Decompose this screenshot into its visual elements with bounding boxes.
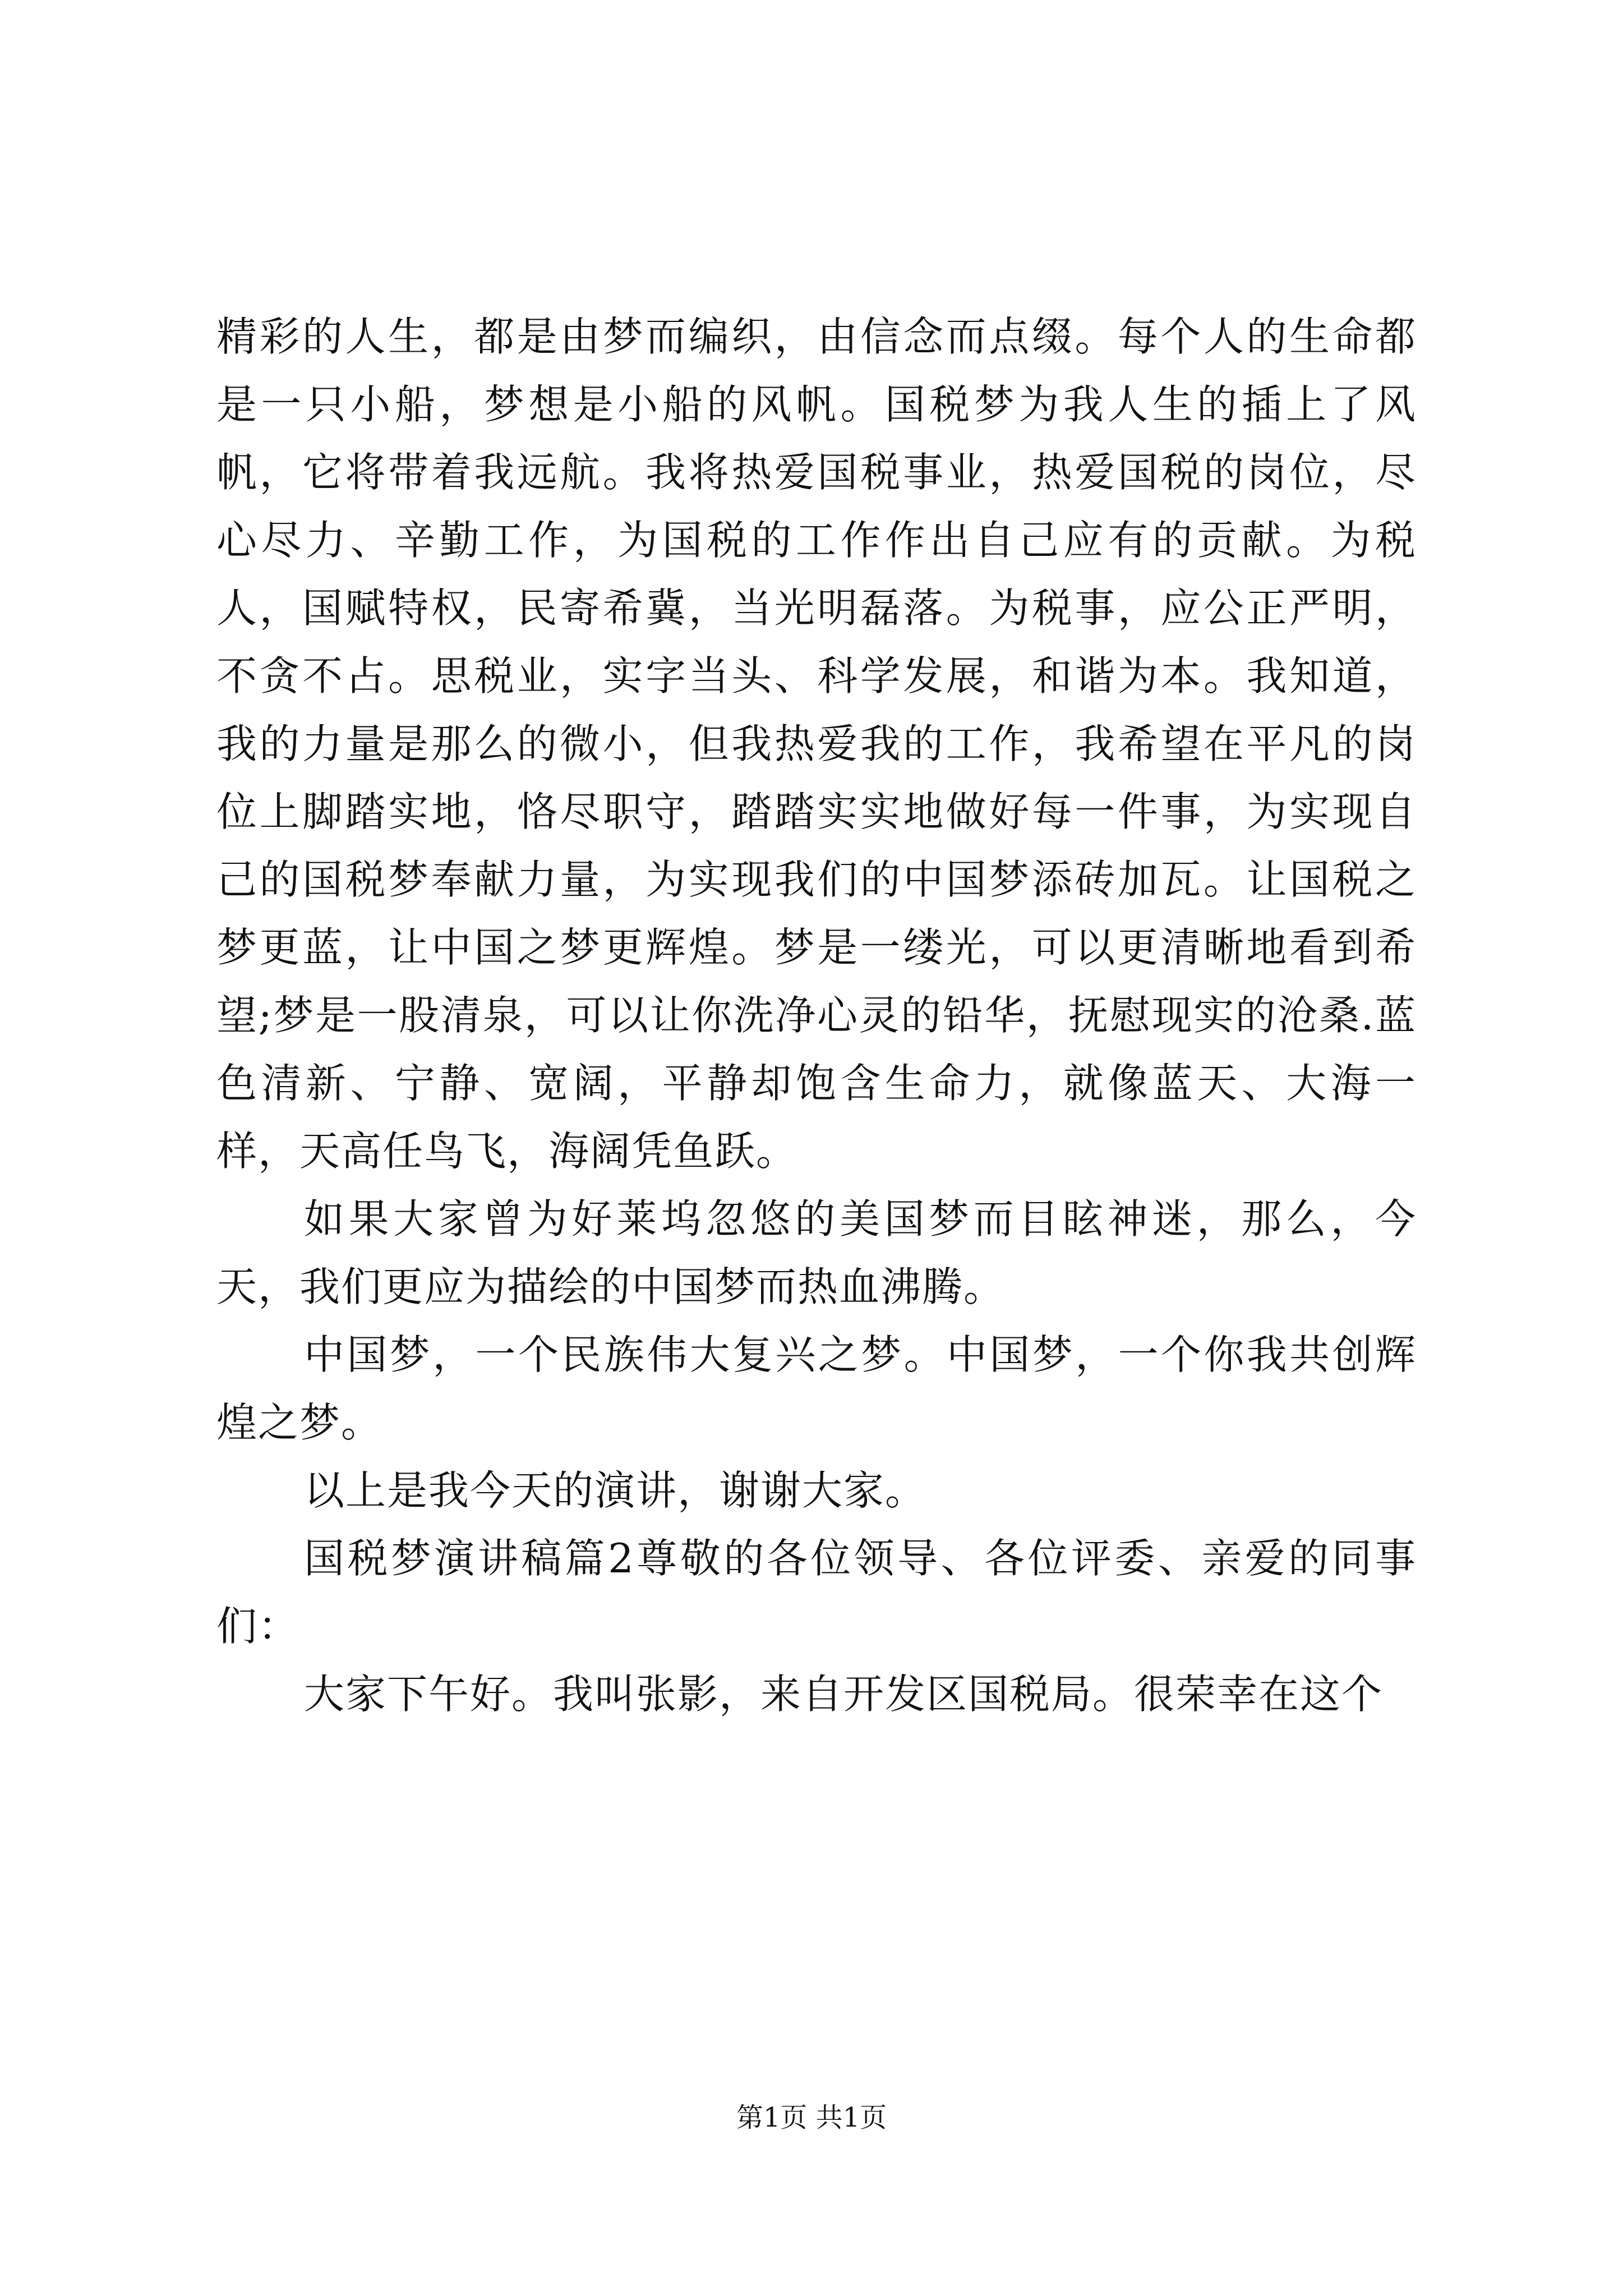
paragraph-2: 如果大家曾为好莱坞忽悠的美国梦而目眩神迷，那么，今天，我们更应为描绘的中国梦而热血沸腾。 [216,1195,1417,1310]
page-footer: 第1页 共1页 [736,2102,887,2133]
document-body [216,303,1417,1728]
paragraph-1: 精彩的人生，都是由梦而编织，由信念而点缀。每个人的生命都是一只小船，梦想是小船的风帆。国税梦为我人生的插上了风帆，它将带着我远航。我将热爱国税事业，热爱国税的岗位，尽心尽力、辛勤工作，为国税的工作作出自己应有的贡献。为税人，国赋特权，民寄希冀，当光明磊落。为税事，应公正严明，不贪不占。思税业，实字当头、科学发展，和谐为本。我知道，我的力量是那么的微小，但我热爱我的工作，我希望在平凡的岗位上脚踏实地，恪尽职守，踏踏实实地做好每一件事，为实现自己的国税梦奉献力量，为实现我们的中国梦添砖加瓦。让国税之梦更蓝，让中国之梦更辉煌。梦是一缕光，可以更清晰地看到希望;梦是一股清泉，可以让你洗净心灵的铅华，抚慰现实的沧桑.蓝色清新、宁静、宽阔，平静却饱含生命力，就像蓝天、大海一样，天高任鸟飞，海阔凭鱼跃。 [216,313,1417,1175]
paragraph-4: 以上是我今天的演讲，谢谢大家。 [304,1467,927,1514]
paragraph-3: 中国梦，一个民族伟大复兴之梦。中国梦，一个你我共创辉煌之梦。 [216,1331,1417,1446]
paragraph-5: 国税梦演讲稿篇2尊敬的各位领导、各位评委、亲爱的同事们： [216,1535,1417,1650]
paragraph-6: 大家下午好。我叫张影，来自开发区国税局。很荣幸在这个 [304,1671,1384,1718]
